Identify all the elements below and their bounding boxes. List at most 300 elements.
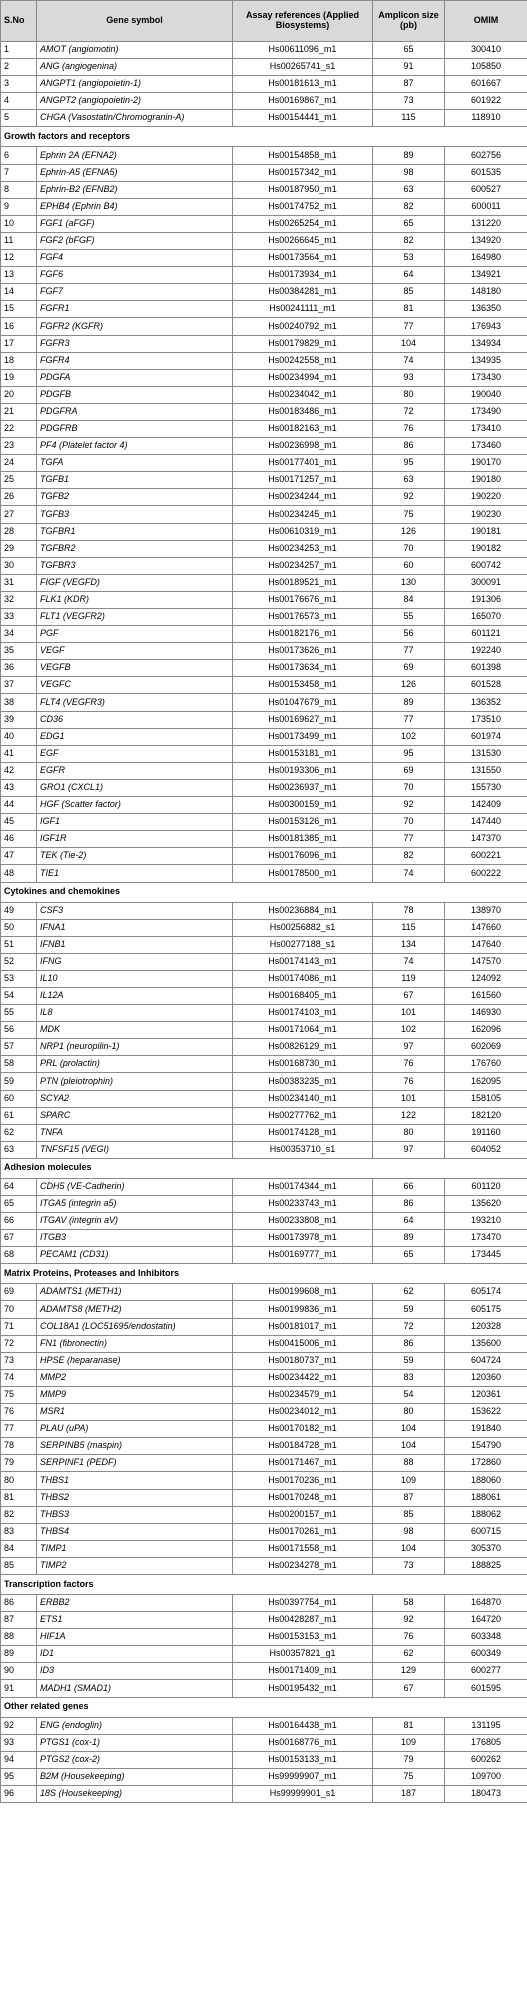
cell-sno: 75	[1, 1386, 37, 1403]
cell-omim: 173460	[445, 438, 527, 455]
table-row	[1, 42, 527, 59]
cell-amplicon-size: 70	[373, 540, 445, 557]
cell-assay-reference: Hs00234579_m1	[233, 1386, 373, 1403]
cell-assay-reference: Hs00176676_m1	[233, 591, 373, 608]
table-row	[1, 902, 527, 919]
cell-sno: 21	[1, 403, 37, 420]
cell-omim: 164980	[445, 250, 527, 267]
cell-assay-reference: Hs00234140_m1	[233, 1090, 373, 1107]
cell-omim: 300091	[445, 574, 527, 591]
cell-omim: 164720	[445, 1612, 527, 1629]
cell-omim: 604724	[445, 1352, 527, 1369]
cell-amplicon-size: 86	[373, 1335, 445, 1352]
cell-gene-symbol: TGFB1	[37, 472, 233, 489]
cell-gene-symbol: MSR1	[37, 1404, 233, 1421]
cell-gene-symbol: NRP1 (neuropilin-1)	[37, 1039, 233, 1056]
cell-sno: 8	[1, 181, 37, 198]
cell-omim: 172860	[445, 1455, 527, 1472]
cell-assay-reference: Hs00234012_m1	[233, 1404, 373, 1421]
table-row	[1, 762, 527, 779]
cell-assay-reference: Hs00233808_m1	[233, 1213, 373, 1230]
table-row	[1, 1404, 527, 1421]
cell-sno: 37	[1, 677, 37, 694]
cell-amplicon-size: 55	[373, 609, 445, 626]
table-row	[1, 489, 527, 506]
cell-sno: 46	[1, 831, 37, 848]
cell-amplicon-size: 60	[373, 557, 445, 574]
cell-omim: 191840	[445, 1421, 527, 1438]
cell-amplicon-size: 89	[373, 1230, 445, 1247]
cell-assay-reference: Hs00277762_m1	[233, 1107, 373, 1124]
cell-amplicon-size: 80	[373, 1124, 445, 1141]
cell-assay-reference: Hs00169627_m1	[233, 711, 373, 728]
cell-amplicon-size: 98	[373, 1523, 445, 1540]
cell-gene-symbol: VEGFB	[37, 660, 233, 677]
cell-gene-symbol: EGFR	[37, 762, 233, 779]
cell-assay-reference: Hs00184728_m1	[233, 1438, 373, 1455]
cell-sno: 44	[1, 797, 37, 814]
cell-omim: 176760	[445, 1056, 527, 1073]
table-row	[1, 677, 527, 694]
cell-gene-symbol: FGFR3	[37, 335, 233, 352]
table-row	[1, 420, 527, 437]
cell-omim: 602069	[445, 1039, 527, 1056]
table-row	[1, 1386, 527, 1403]
cell-gene-symbol: PDGFA	[37, 369, 233, 386]
cell-omim: 176805	[445, 1734, 527, 1751]
cell-assay-reference: Hs00173499_m1	[233, 728, 373, 745]
cell-amplicon-size: 130	[373, 574, 445, 591]
cell-gene-symbol: 18S (Housekeeping)	[37, 1785, 233, 1802]
cell-assay-reference: Hs00182163_m1	[233, 420, 373, 437]
cell-gene-symbol: FGF4	[37, 250, 233, 267]
cell-gene-symbol: TIE1	[37, 865, 233, 882]
cell-gene-symbol: HPSE (heparanase)	[37, 1352, 233, 1369]
table-row	[1, 318, 527, 335]
cell-sno: 55	[1, 1005, 37, 1022]
cell-amplicon-size: 101	[373, 1005, 445, 1022]
cell-sno: 7	[1, 164, 37, 181]
cell-sno: 32	[1, 591, 37, 608]
cell-sno: 78	[1, 1438, 37, 1455]
cell-omim: 158105	[445, 1090, 527, 1107]
table-row	[1, 1612, 527, 1629]
cell-sno: 13	[1, 267, 37, 284]
cell-omim: 162095	[445, 1073, 527, 1090]
cell-gene-symbol: SERPINF1 (PEDF)	[37, 1455, 233, 1472]
cell-amplicon-size: 87	[373, 76, 445, 93]
cell-sno: 63	[1, 1141, 37, 1158]
cell-gene-symbol: IGF1	[37, 814, 233, 831]
cell-sno: 70	[1, 1301, 37, 1318]
cell-sno: 45	[1, 814, 37, 831]
cell-sno: 34	[1, 626, 37, 643]
cell-sno: 10	[1, 215, 37, 232]
cell-gene-symbol: SERPINB5 (maspin)	[37, 1438, 233, 1455]
cell-gene-symbol: PRL (prolactin)	[37, 1056, 233, 1073]
table-row	[1, 1557, 527, 1574]
cell-gene-symbol: B2M (Housekeeping)	[37, 1768, 233, 1785]
cell-amplicon-size: 104	[373, 1540, 445, 1557]
table-row	[1, 1717, 527, 1734]
table-row	[1, 1196, 527, 1213]
cell-amplicon-size: 82	[373, 198, 445, 215]
cell-gene-symbol: PTGS1 (cox-1)	[37, 1734, 233, 1751]
cell-omim: 131550	[445, 762, 527, 779]
table-row	[1, 1421, 527, 1438]
cell-assay-reference: Hs00170182_m1	[233, 1421, 373, 1438]
cell-assay-reference: Hs00611096_m1	[233, 42, 373, 59]
cell-amplicon-size: 62	[373, 1646, 445, 1663]
cell-sno: 56	[1, 1022, 37, 1039]
cell-gene-symbol: MMP2	[37, 1369, 233, 1386]
cell-omim: 300410	[445, 42, 527, 59]
cell-amplicon-size: 97	[373, 1141, 445, 1158]
cell-amplicon-size: 80	[373, 1404, 445, 1421]
cell-omim: 134934	[445, 335, 527, 352]
cell-amplicon-size: 91	[373, 59, 445, 76]
cell-omim: 155730	[445, 779, 527, 796]
cell-amplicon-size: 92	[373, 489, 445, 506]
cell-assay-reference: Hs00179829_m1	[233, 335, 373, 352]
cell-sno: 54	[1, 987, 37, 1004]
table-row	[1, 1438, 527, 1455]
cell-gene-symbol: HIF1A	[37, 1629, 233, 1646]
cell-assay-reference: Hs00234257_m1	[233, 557, 373, 574]
cell-sno: 31	[1, 574, 37, 591]
cell-gene-symbol: Ephrin-A5 (EFNA5)	[37, 164, 233, 181]
cell-sno: 92	[1, 1717, 37, 1734]
table-row	[1, 369, 527, 386]
cell-gene-symbol: PGF	[37, 626, 233, 643]
table-row	[1, 164, 527, 181]
cell-omim: 188825	[445, 1557, 527, 1574]
cell-omim: 134935	[445, 352, 527, 369]
cell-amplicon-size: 98	[373, 164, 445, 181]
cell-amplicon-size: 77	[373, 831, 445, 848]
cell-sno: 59	[1, 1073, 37, 1090]
cell-assay-reference: Hs00174344_m1	[233, 1178, 373, 1195]
cell-omim: 109700	[445, 1768, 527, 1785]
cell-assay-reference: Hs00384281_m1	[233, 284, 373, 301]
cell-assay-reference: Hs00171257_m1	[233, 472, 373, 489]
cell-assay-reference: Hs00174752_m1	[233, 198, 373, 215]
cell-sno: 33	[1, 609, 37, 626]
table-row	[1, 59, 527, 76]
cell-amplicon-size: 82	[373, 848, 445, 865]
cell-sno: 67	[1, 1230, 37, 1247]
cell-omim: 601528	[445, 677, 527, 694]
cell-gene-symbol: IL10	[37, 970, 233, 987]
table-row	[1, 1090, 527, 1107]
cell-gene-symbol: FGF2 (bFGF)	[37, 232, 233, 249]
cell-assay-reference: Hs00236884_m1	[233, 902, 373, 919]
table-row	[1, 1247, 527, 1264]
cell-assay-reference: Hs00256882_s1	[233, 919, 373, 936]
cell-amplicon-size: 63	[373, 181, 445, 198]
cell-gene-symbol: FGF7	[37, 284, 233, 301]
cell-amplicon-size: 65	[373, 215, 445, 232]
table-row	[1, 711, 527, 728]
cell-sno: 53	[1, 970, 37, 987]
cell-omim: 148180	[445, 284, 527, 301]
table-row	[1, 1178, 527, 1195]
header-amplicon-size: Amplicon size (pb)	[373, 1, 445, 42]
table-row	[1, 76, 527, 93]
cell-omim: 600221	[445, 848, 527, 865]
cell-assay-reference: Hs00177401_m1	[233, 455, 373, 472]
table-row	[1, 643, 527, 660]
table-row	[1, 1335, 527, 1352]
table-row	[1, 215, 527, 232]
cell-sno: 57	[1, 1039, 37, 1056]
cell-sno: 96	[1, 1785, 37, 1802]
cell-assay-reference: Hs00173626_m1	[233, 643, 373, 660]
cell-assay-reference: Hs01047679_m1	[233, 694, 373, 711]
cell-amplicon-size: 109	[373, 1472, 445, 1489]
table-row	[1, 831, 527, 848]
cell-assay-reference: Hs00168776_m1	[233, 1734, 373, 1751]
cell-omim: 188060	[445, 1472, 527, 1489]
cell-sno: 38	[1, 694, 37, 711]
cell-sno: 93	[1, 1734, 37, 1751]
cell-amplicon-size: 53	[373, 250, 445, 267]
cell-omim: 118910	[445, 110, 527, 127]
cell-gene-symbol: TGFBR3	[37, 557, 233, 574]
table-row	[1, 147, 527, 164]
cell-amplicon-size: 101	[373, 1090, 445, 1107]
table-row	[1, 198, 527, 215]
cell-gene-symbol: FLK1 (KDR)	[37, 591, 233, 608]
table-row	[1, 352, 527, 369]
cell-gene-symbol: EDG1	[37, 728, 233, 745]
cell-gene-symbol: FGF1 (aFGF)	[37, 215, 233, 232]
cell-amplicon-size: 104	[373, 335, 445, 352]
table-row	[1, 455, 527, 472]
cell-gene-symbol: Ephrin 2A (EFNA2)	[37, 147, 233, 164]
table-row	[1, 936, 527, 953]
cell-amplicon-size: 134	[373, 936, 445, 953]
cell-gene-symbol: TGFB2	[37, 489, 233, 506]
cell-gene-symbol: IL12A	[37, 987, 233, 1004]
cell-gene-symbol: ANGPT1 (angiopoietin-1)	[37, 76, 233, 93]
cell-sno: 90	[1, 1663, 37, 1680]
cell-omim: 138970	[445, 902, 527, 919]
table-row	[1, 1734, 527, 1751]
cell-sno: 47	[1, 848, 37, 865]
cell-assay-reference: Hs00826129_m1	[233, 1039, 373, 1056]
cell-sno: 14	[1, 284, 37, 301]
cell-sno: 72	[1, 1335, 37, 1352]
cell-omim: 147440	[445, 814, 527, 831]
cell-gene-symbol: COL18A1 (LOC51695/endostatin)	[37, 1318, 233, 1335]
cell-amplicon-size: 54	[373, 1386, 445, 1403]
cell-amplicon-size: 95	[373, 455, 445, 472]
section-heading: Adhesion molecules	[1, 1158, 527, 1178]
cell-sno: 12	[1, 250, 37, 267]
cell-omim: 601974	[445, 728, 527, 745]
cell-omim: 601120	[445, 1178, 527, 1195]
table-row	[1, 335, 527, 352]
cell-amplicon-size: 69	[373, 762, 445, 779]
cell-amplicon-size: 76	[373, 1073, 445, 1090]
cell-assay-reference: Hs00428287_m1	[233, 1612, 373, 1629]
cell-amplicon-size: 72	[373, 403, 445, 420]
cell-amplicon-size: 56	[373, 626, 445, 643]
cell-amplicon-size: 69	[373, 660, 445, 677]
cell-amplicon-size: 70	[373, 814, 445, 831]
section-heading: Growth factors and receptors	[1, 127, 527, 147]
cell-sno: 95	[1, 1768, 37, 1785]
cell-assay-reference: Hs00240792_m1	[233, 318, 373, 335]
cell-assay-reference: Hs00181613_m1	[233, 76, 373, 93]
cell-sno: 15	[1, 301, 37, 318]
cell-gene-symbol: TGFBR1	[37, 523, 233, 540]
cell-assay-reference: Hs00234042_m1	[233, 386, 373, 403]
cell-amplicon-size: 70	[373, 779, 445, 796]
cell-amplicon-size: 104	[373, 1438, 445, 1455]
cell-assay-reference: Hs00171467_m1	[233, 1455, 373, 1472]
cell-assay-reference: Hs00169777_m1	[233, 1247, 373, 1264]
cell-omim: 600715	[445, 1523, 527, 1540]
cell-amplicon-size: 102	[373, 1022, 445, 1039]
cell-omim: 173490	[445, 403, 527, 420]
cell-amplicon-size: 126	[373, 523, 445, 540]
cell-sno: 89	[1, 1646, 37, 1663]
cell-gene-symbol: VEGF	[37, 643, 233, 660]
cell-amplicon-size: 64	[373, 267, 445, 284]
cell-assay-reference: Hs00171064_m1	[233, 1022, 373, 1039]
cell-gene-symbol: TNFSF15 (VEGI)	[37, 1141, 233, 1158]
table-row	[1, 1489, 527, 1506]
table-row	[1, 626, 527, 643]
cell-amplicon-size: 67	[373, 1680, 445, 1697]
cell-amplicon-size: 85	[373, 284, 445, 301]
cell-gene-symbol: MMP9	[37, 1386, 233, 1403]
cell-omim: 131220	[445, 215, 527, 232]
cell-amplicon-size: 77	[373, 318, 445, 335]
cell-amplicon-size: 81	[373, 301, 445, 318]
section-row	[1, 1264, 527, 1284]
cell-omim: 120360	[445, 1369, 527, 1386]
cell-omim: 147370	[445, 831, 527, 848]
cell-gene-symbol: FLT4 (VEGFR3)	[37, 694, 233, 711]
table-row	[1, 987, 527, 1004]
cell-omim: 146930	[445, 1005, 527, 1022]
cell-sno: 71	[1, 1318, 37, 1335]
table-row	[1, 1785, 527, 1802]
table-row	[1, 1352, 527, 1369]
cell-amplicon-size: 84	[373, 591, 445, 608]
table-row	[1, 523, 527, 540]
cell-sno: 82	[1, 1506, 37, 1523]
cell-sno: 30	[1, 557, 37, 574]
cell-gene-symbol: TGFA	[37, 455, 233, 472]
cell-gene-symbol: ADAMTS1 (METH1)	[37, 1284, 233, 1301]
section-row	[1, 882, 527, 902]
cell-gene-symbol: CSF3	[37, 902, 233, 919]
cell-omim: 136350	[445, 301, 527, 318]
cell-gene-symbol: ENG (endoglin)	[37, 1717, 233, 1734]
header-omim: OMIM	[445, 1, 527, 42]
cell-gene-symbol: AMOT (angiomotin)	[37, 42, 233, 59]
cell-sno: 88	[1, 1629, 37, 1646]
cell-assay-reference: Hs00241111_m1	[233, 301, 373, 318]
cell-omim: 176943	[445, 318, 527, 335]
cell-assay-reference: Hs00169867_m1	[233, 93, 373, 110]
cell-omim: 603348	[445, 1629, 527, 1646]
cell-sno: 20	[1, 386, 37, 403]
cell-assay-reference: Hs00195432_m1	[233, 1680, 373, 1697]
cell-sno: 1	[1, 42, 37, 59]
cell-sno: 74	[1, 1369, 37, 1386]
cell-amplicon-size: 77	[373, 643, 445, 660]
cell-amplicon-size: 126	[373, 677, 445, 694]
cell-gene-symbol: TIMP1	[37, 1540, 233, 1557]
cell-assay-reference: Hs00266645_m1	[233, 232, 373, 249]
cell-omim: 600262	[445, 1751, 527, 1768]
table-row	[1, 797, 527, 814]
cell-omim: 173410	[445, 420, 527, 437]
cell-assay-reference: Hs00176573_m1	[233, 609, 373, 626]
cell-assay-reference: Hs00170261_m1	[233, 1523, 373, 1540]
cell-sno: 79	[1, 1455, 37, 1472]
cell-sno: 11	[1, 232, 37, 249]
table-row	[1, 848, 527, 865]
cell-omim: 135620	[445, 1196, 527, 1213]
cell-sno: 50	[1, 919, 37, 936]
cell-assay-reference: Hs00174128_m1	[233, 1124, 373, 1141]
cell-omim: 147660	[445, 919, 527, 936]
table-row	[1, 1455, 527, 1472]
table-row	[1, 1318, 527, 1335]
cell-sno: 76	[1, 1404, 37, 1421]
cell-omim: 600011	[445, 198, 527, 215]
cell-assay-reference: Hs00242558_m1	[233, 352, 373, 369]
cell-omim: 600742	[445, 557, 527, 574]
cell-omim: 190220	[445, 489, 527, 506]
cell-amplicon-size: 62	[373, 1284, 445, 1301]
table-row	[1, 953, 527, 970]
cell-omim: 190181	[445, 523, 527, 540]
cell-assay-reference: Hs00300159_m1	[233, 797, 373, 814]
cell-sno: 86	[1, 1594, 37, 1611]
table-row	[1, 970, 527, 987]
cell-amplicon-size: 76	[373, 1056, 445, 1073]
cell-gene-symbol: IL8	[37, 1005, 233, 1022]
cell-sno: 77	[1, 1421, 37, 1438]
cell-assay-reference: Hs00182176_m1	[233, 626, 373, 643]
cell-gene-symbol: PF4 (Platelet factor 4)	[37, 438, 233, 455]
cell-omim: 188062	[445, 1506, 527, 1523]
cell-gene-symbol: TGFBR2	[37, 540, 233, 557]
cell-gene-symbol: THBS4	[37, 1523, 233, 1540]
table-row	[1, 1472, 527, 1489]
cell-sno: 58	[1, 1056, 37, 1073]
cell-omim: 131195	[445, 1717, 527, 1734]
cell-omim: 162096	[445, 1022, 527, 1039]
cell-sno: 66	[1, 1213, 37, 1230]
cell-gene-symbol: Ephrin-B2 (EFNB2)	[37, 181, 233, 198]
cell-omim: 601535	[445, 164, 527, 181]
cell-gene-symbol: TEK (Tie-2)	[37, 848, 233, 865]
cell-omim: 173430	[445, 369, 527, 386]
cell-omim: 601398	[445, 660, 527, 677]
cell-omim: 173445	[445, 1247, 527, 1264]
cell-gene-symbol: IFNG	[37, 953, 233, 970]
table-row	[1, 1646, 527, 1663]
table-row	[1, 386, 527, 403]
